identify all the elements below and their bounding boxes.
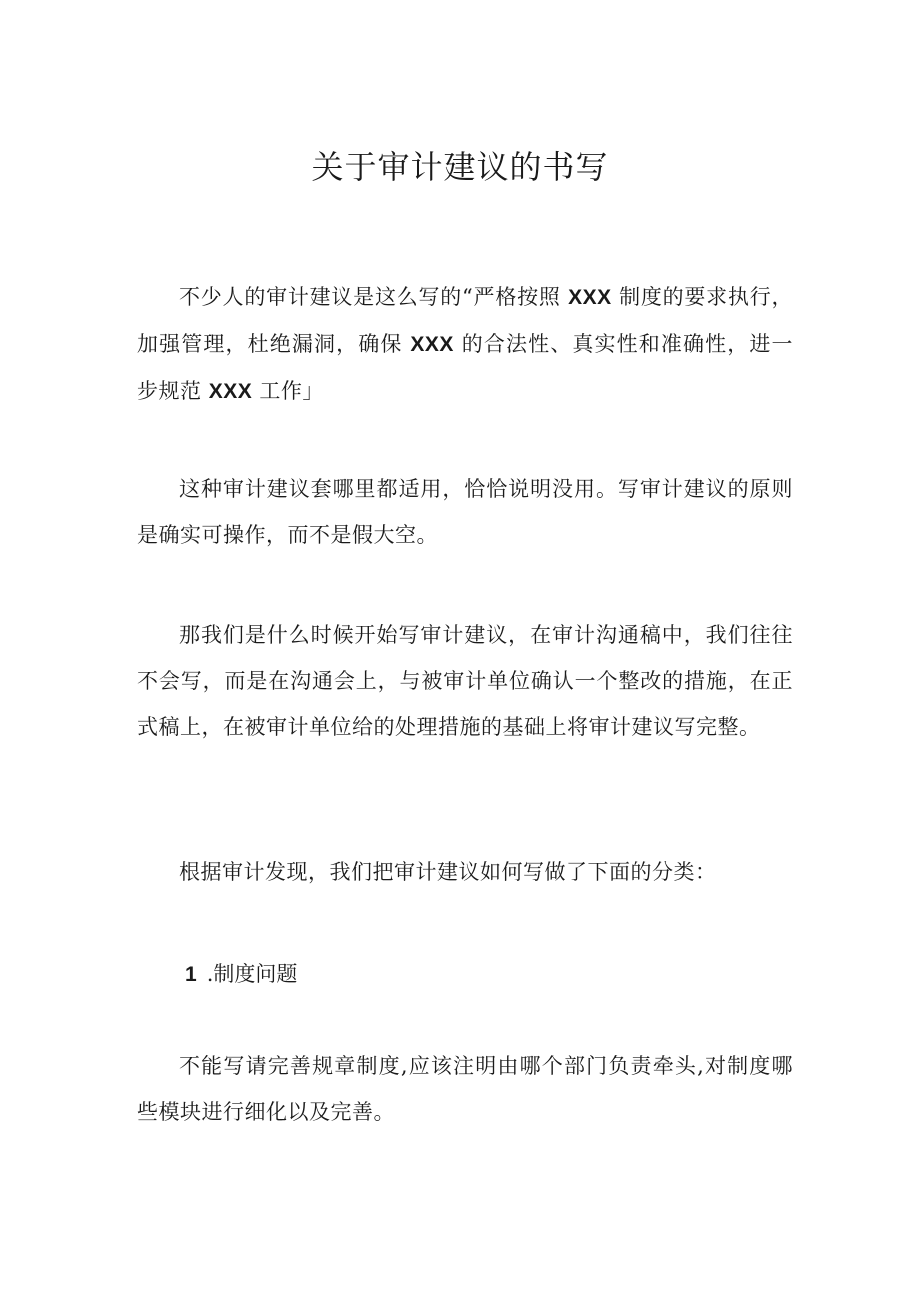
placeholder-xxx: XXX <box>568 286 612 309</box>
section-number: 1 <box>185 963 197 986</box>
section-heading-1 <box>185 951 297 998</box>
paragraph-2: 这种审计建议套哪里都适用，恰恰说明没用。写审计建议的原则是确实可操作，而不是假大空。 <box>137 477 793 547</box>
paragraph-1-text-d: 工作」 <box>259 379 324 403</box>
paragraph-1-text-b: 制度的要求执行，加强管理，杜绝漏洞，确保 <box>137 285 793 356</box>
document-title: 关于审计建议的书写 <box>311 148 609 186</box>
section-heading-text: .制度问题 <box>206 962 298 986</box>
placeholder-xxx: XXX <box>208 380 253 403</box>
paragraph-4: 根据审计发现，我们把审计建议如何写做了下面的分类： <box>179 860 717 884</box>
placeholder-xxx: XXX <box>410 333 454 356</box>
section-1-body: 不能写请完善规章制度,应该注明由哪个部门负责牵头,对制度哪些模块进行细化以及完善。 <box>137 1054 793 1124</box>
paragraph-3: 那我们是什么时候开始写审计建议，在审计沟通稿中，我们往往不会写，而是在沟通会上，与被审计单位确认一个整改的措施，在正式稿上，在被审计单位给的处理措施的基础上将审计建议写完整。 <box>137 623 793 739</box>
paragraph-1-text-c: 的合法性、真实性和准确性，进一步规范 <box>137 332 793 403</box>
paragraph-1 <box>137 274 793 415</box>
paragraph-1-text-a: 不少人的审计建议是这么写的“严格按照 <box>179 285 561 309</box>
